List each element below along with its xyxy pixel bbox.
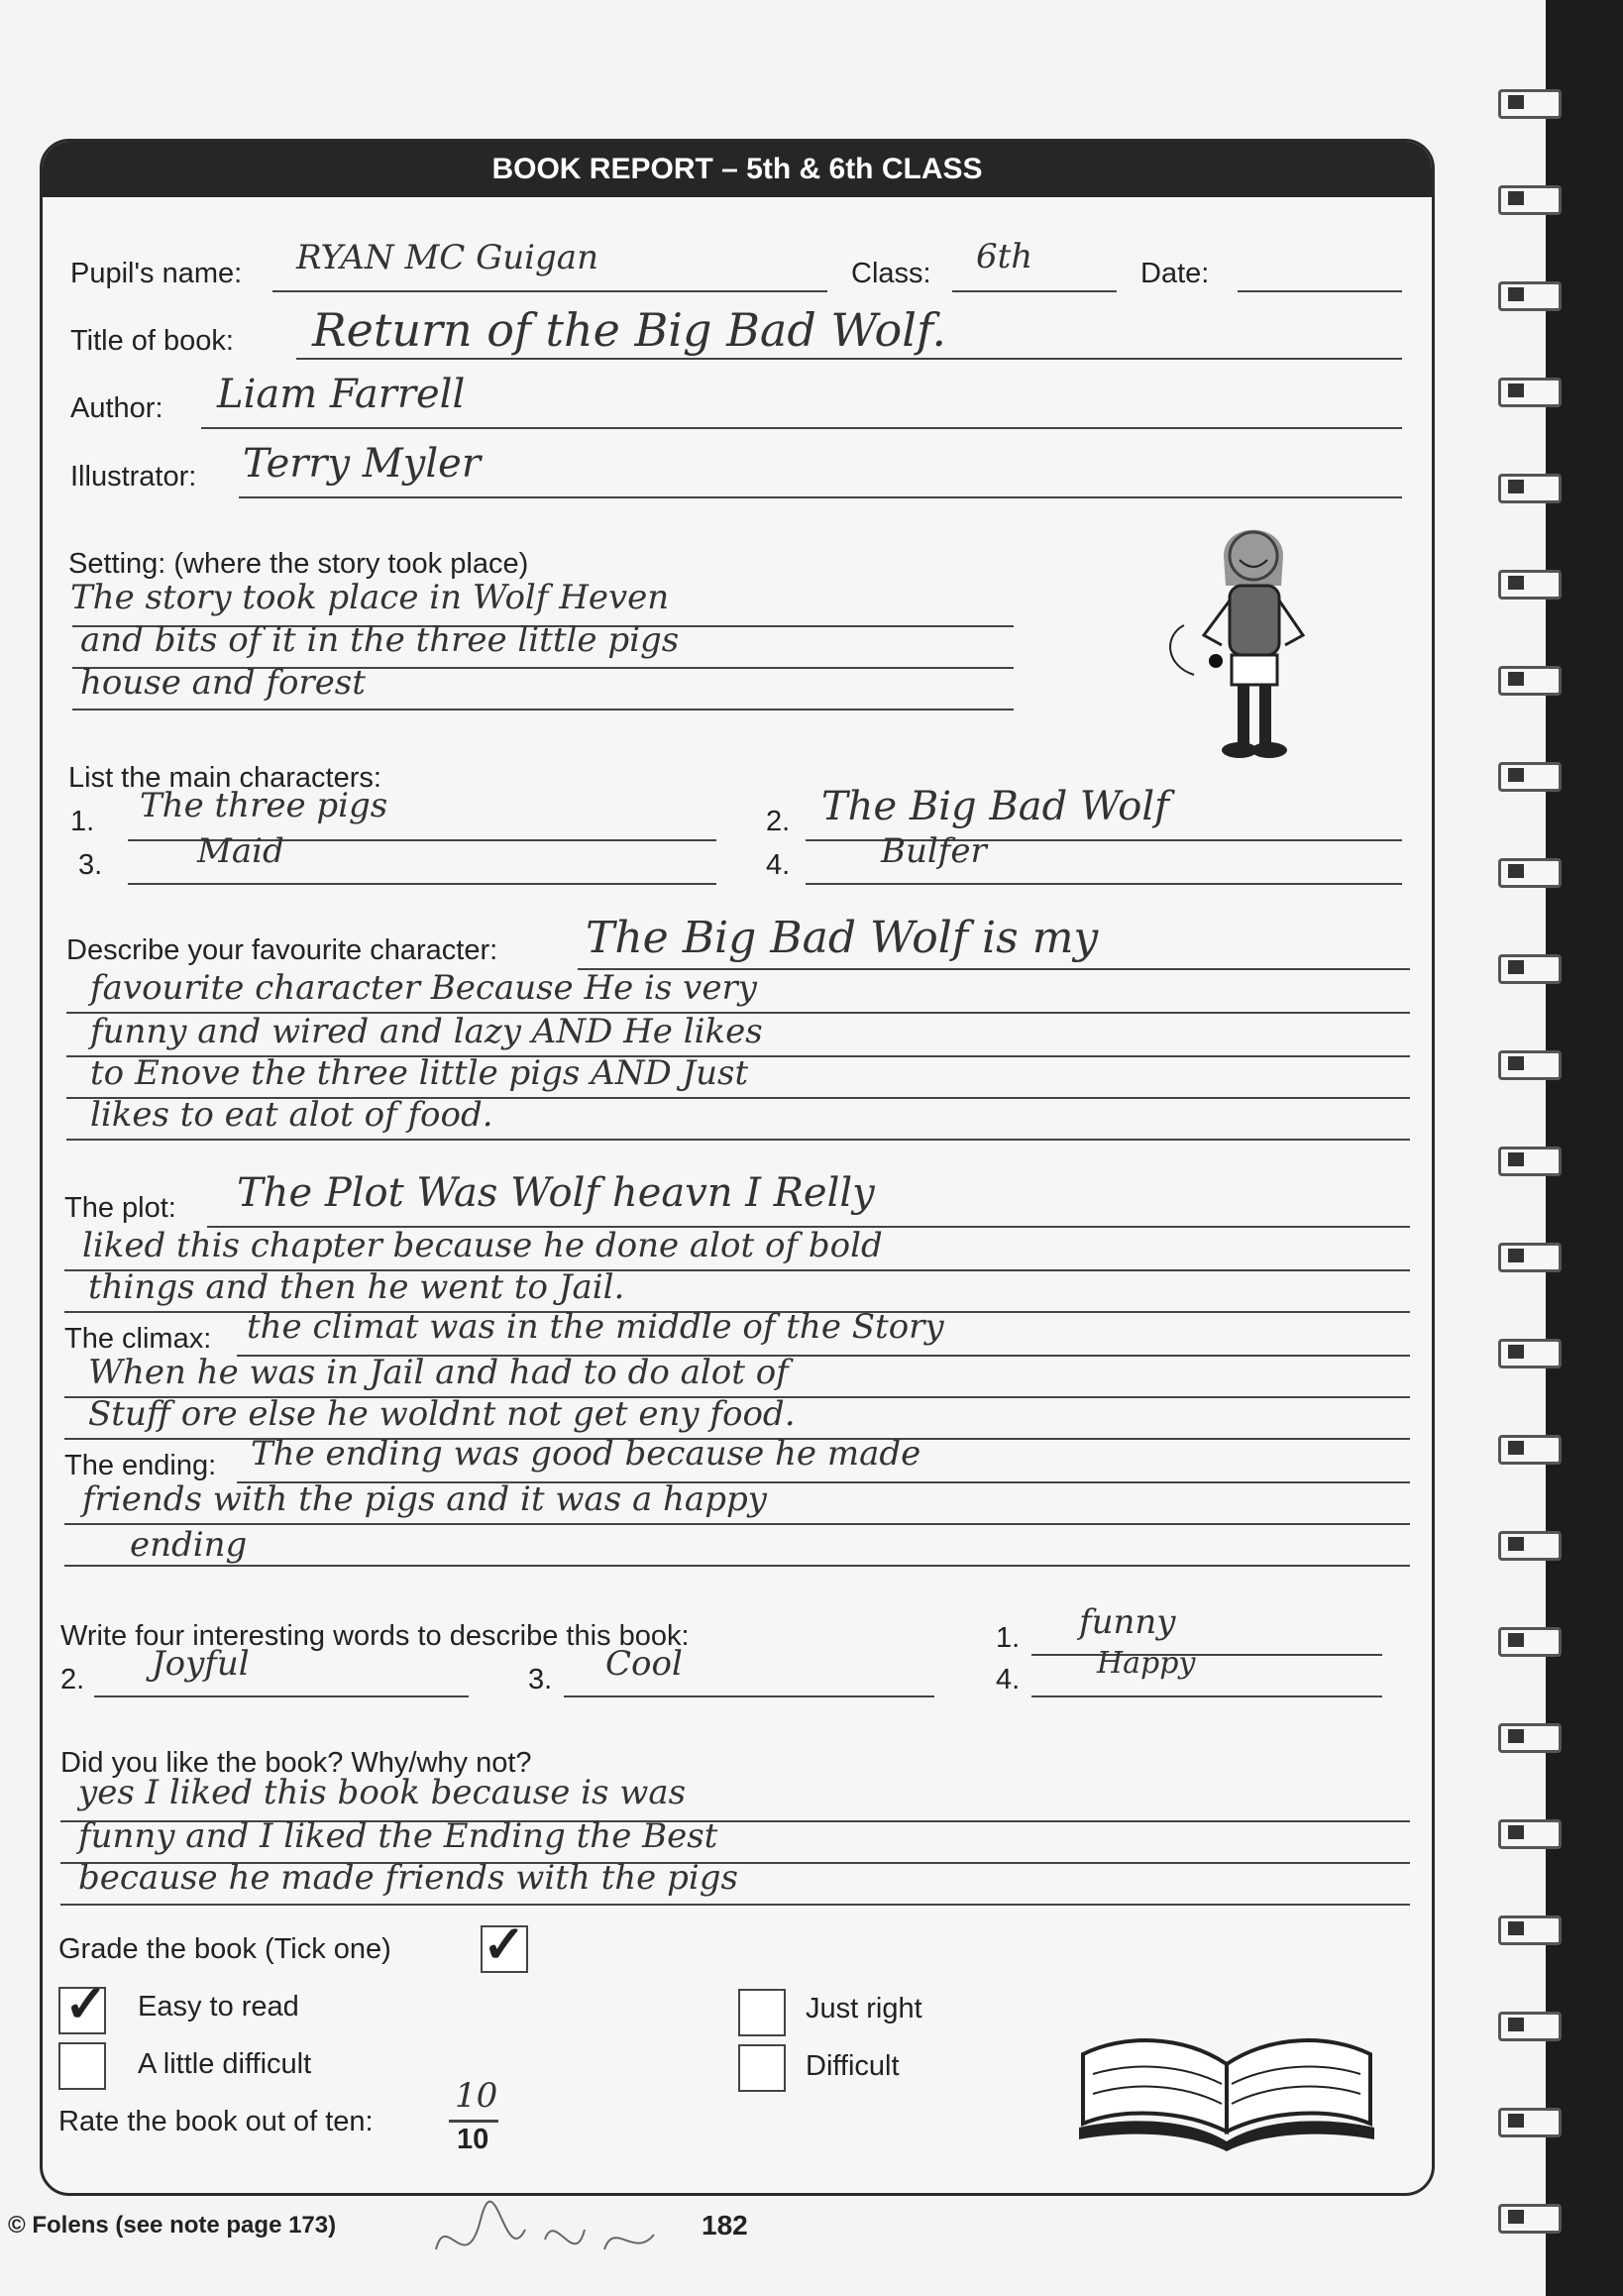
word-number-3: 3. <box>528 1664 553 1695</box>
title-line <box>296 358 1402 360</box>
spiral-ring <box>1498 954 1558 980</box>
illustrator-label: Illustrator: <box>70 461 197 492</box>
character-number-2: 2. <box>766 806 791 837</box>
word-number-4: 4. <box>996 1664 1021 1695</box>
climax-first-line: the climat was in the middle of the Story <box>247 1307 944 1347</box>
climax-line-2: Stuff ore else he woldnt not get eny food. <box>88 1394 796 1434</box>
spiral-ring <box>1498 762 1558 788</box>
ring-hole <box>1508 1345 1524 1359</box>
ring-hole <box>1508 1633 1524 1647</box>
spiral-ring <box>1498 1339 1558 1365</box>
rating-fraction-bar <box>449 2120 498 2123</box>
rating-label: Rate the book out of ten: <box>58 2106 374 2137</box>
ending-rule-2 <box>64 1565 1410 1567</box>
liked-label: Did you like the book? Why/why not? <box>60 1747 532 1779</box>
ring-hole <box>1508 191 1524 205</box>
word-1: funny <box>1079 1602 1176 1642</box>
ring-hole <box>1508 1921 1524 1935</box>
spiral-ring <box>1498 666 1558 692</box>
character-4: Bulfer <box>881 831 987 871</box>
word-2: Joyful <box>152 1644 250 1684</box>
favourite-line-3: to Enove the three little pigs AND Just <box>90 1053 749 1093</box>
title-value: Return of the Big Bad Wolf. <box>312 303 946 357</box>
ring-hole <box>1508 960 1524 974</box>
ending-line-2: ending <box>130 1525 248 1565</box>
ring-hole <box>1508 2114 1524 2128</box>
word-line-2 <box>94 1695 469 1697</box>
author-value: Liam Farrell <box>217 372 466 417</box>
ring-hole <box>1508 1056 1524 1070</box>
rating-denominator: 10 <box>457 2124 489 2155</box>
spiral-ring <box>1498 89 1558 115</box>
open-book-illustration <box>1073 2024 1380 2153</box>
setting-line-3: house and forest <box>80 663 366 703</box>
ring-hole <box>1508 287 1524 301</box>
characters-label: List the main characters: <box>68 762 381 794</box>
pupil-name-label: Pupil's name: <box>70 258 243 289</box>
spiral-ring <box>1498 2012 1558 2037</box>
easy-to-read-tick: ✓ <box>64 1976 108 2033</box>
word-4: Happy <box>1097 1646 1196 1681</box>
spiral-ring <box>1498 1723 1558 1749</box>
character-number-1: 1. <box>70 806 95 837</box>
girl-illustration <box>1154 516 1352 814</box>
character-number-4: 4. <box>766 849 791 881</box>
pupil-name-line <box>272 290 827 292</box>
character-2: The Big Bad Wolf <box>821 784 1169 829</box>
word-number-2: 2. <box>60 1664 85 1695</box>
plot-first-line: The Plot Was Wolf heavn I Relly <box>237 1170 875 1216</box>
character-line-3 <box>128 883 716 885</box>
ring-hole <box>1508 2018 1524 2031</box>
spiral-ring <box>1498 1147 1558 1172</box>
easy-to-read-label: Easy to read <box>138 1991 299 2023</box>
ring-hole <box>1508 2210 1524 2224</box>
copyright-note: © Folens (see note page 173) <box>8 2212 337 2239</box>
favourite-line-1: favourite character Because He is very <box>90 968 757 1008</box>
ring-hole <box>1508 1729 1524 1743</box>
favourite-rule-4 <box>66 1139 1410 1141</box>
spiral-ring <box>1498 2108 1558 2133</box>
date-line <box>1238 290 1402 292</box>
grade-label: Grade the book (Tick one) <box>58 1933 391 1965</box>
illustrator-line <box>239 496 1402 498</box>
ending-label: The ending: <box>64 1450 217 1481</box>
liked-line-3: because he made friends with the pigs <box>78 1858 738 1898</box>
words-label: Write four interesting words to describe this book: <box>60 1620 690 1652</box>
difficult-label: Difficult <box>806 2050 900 2082</box>
illustrator-value: Terry Myler <box>243 441 481 487</box>
favourite-first-line: The Big Bad Wolf is my <box>586 913 1099 963</box>
class-value: 6th <box>976 237 1033 276</box>
ring-hole <box>1508 1537 1524 1551</box>
author-label: Author: <box>70 392 163 424</box>
ring-hole <box>1508 480 1524 493</box>
liked-rule-3 <box>60 1904 1410 1906</box>
spiral-ring <box>1498 378 1558 403</box>
favourite-line-2: funny and wired and lazy AND He likes <box>90 1012 763 1051</box>
ending-line-1: friends with the pigs and it was a happy <box>82 1479 767 1519</box>
ending-first-line: The ending was good because he made <box>251 1434 921 1474</box>
spiral-ring <box>1498 1243 1558 1268</box>
ring-hole <box>1508 768 1524 782</box>
class-line <box>952 290 1117 292</box>
setting-label: Setting: (where the story took place) <box>68 548 529 580</box>
favourite-line-4: likes to eat alot of food. <box>90 1095 493 1135</box>
ring-hole <box>1508 1441 1524 1455</box>
spiral-ring <box>1498 1531 1558 1557</box>
little-difficult-label: A little difficult <box>138 2048 312 2080</box>
character-number-3: 3. <box>78 849 103 881</box>
ring-hole <box>1508 1825 1524 1839</box>
spiral-ring <box>1498 474 1558 499</box>
spiral-ring <box>1498 570 1558 596</box>
ending-rule-1 <box>64 1523 1410 1525</box>
spiral-ring <box>1498 185 1558 211</box>
page-number: 182 <box>702 2210 748 2241</box>
rating-score: 10 <box>455 2076 498 2116</box>
spiral-ring <box>1498 1435 1558 1461</box>
favourite-label: Describe your favourite character: <box>66 934 498 966</box>
ring-hole <box>1508 1152 1524 1166</box>
spiral-ring <box>1498 281 1558 307</box>
title-label: Title of book: <box>70 325 234 357</box>
character-line-4 <box>806 883 1402 885</box>
difficult-checkbox[interactable] <box>738 2044 786 2092</box>
liked-line-2: funny and I liked the Ending the Best <box>78 1816 718 1856</box>
ring-hole <box>1508 1249 1524 1262</box>
ring-hole <box>1508 383 1524 397</box>
plot-line-1: liked this chapter because he done alot of bold <box>82 1226 883 1265</box>
ring-hole <box>1508 672 1524 686</box>
character-3: Maid <box>197 831 284 871</box>
spiral-ring <box>1498 858 1558 884</box>
setting-line-1: The story took place in Wolf Heven <box>70 578 670 617</box>
word-line-3 <box>564 1695 934 1697</box>
spiral-ring <box>1498 1050 1558 1076</box>
character-1: The three pigs <box>140 786 388 825</box>
climax-label: The climax: <box>64 1323 212 1355</box>
plot-line-2: things and then he went to Jail. <box>88 1267 625 1307</box>
ring-hole <box>1508 95 1524 109</box>
climax-line-1: When he was in Jail and had to do alot of <box>88 1353 789 1392</box>
little-difficult-checkbox[interactable] <box>58 2042 106 2090</box>
word-line-1 <box>1031 1654 1382 1656</box>
form-title: BOOK REPORT – 5th & 6th CLASS <box>43 142 1432 197</box>
liked-line-1: yes I liked this book because is was <box>78 1773 687 1812</box>
plot-label: The plot: <box>64 1192 176 1224</box>
spiral-ring <box>1498 1915 1558 1941</box>
spiral-ring <box>1498 2204 1558 2230</box>
just-right-label: Just right <box>806 1993 922 2024</box>
ring-hole <box>1508 864 1524 878</box>
grade-heading-tick: ✓ <box>483 1916 526 1974</box>
setting-line-2: and bits of it in the three little pigs <box>80 620 680 660</box>
word-number-1: 1. <box>996 1622 1021 1654</box>
ring-hole <box>1508 576 1524 590</box>
signature-scribble <box>426 2190 684 2289</box>
setting-rule-3 <box>72 709 1014 711</box>
book-report-form <box>40 139 1435 2196</box>
spiral-ring <box>1498 1819 1558 1845</box>
date-label: Date: <box>1140 258 1210 289</box>
word-line-4 <box>1031 1695 1382 1697</box>
just-right-checkbox[interactable] <box>738 1989 786 2036</box>
author-line <box>201 427 1402 429</box>
class-label: Class: <box>851 258 931 289</box>
spiral-ring <box>1498 1627 1558 1653</box>
pupil-name-value: RYAN MC Guigan <box>296 238 598 277</box>
word-3: Cool <box>605 1644 683 1684</box>
